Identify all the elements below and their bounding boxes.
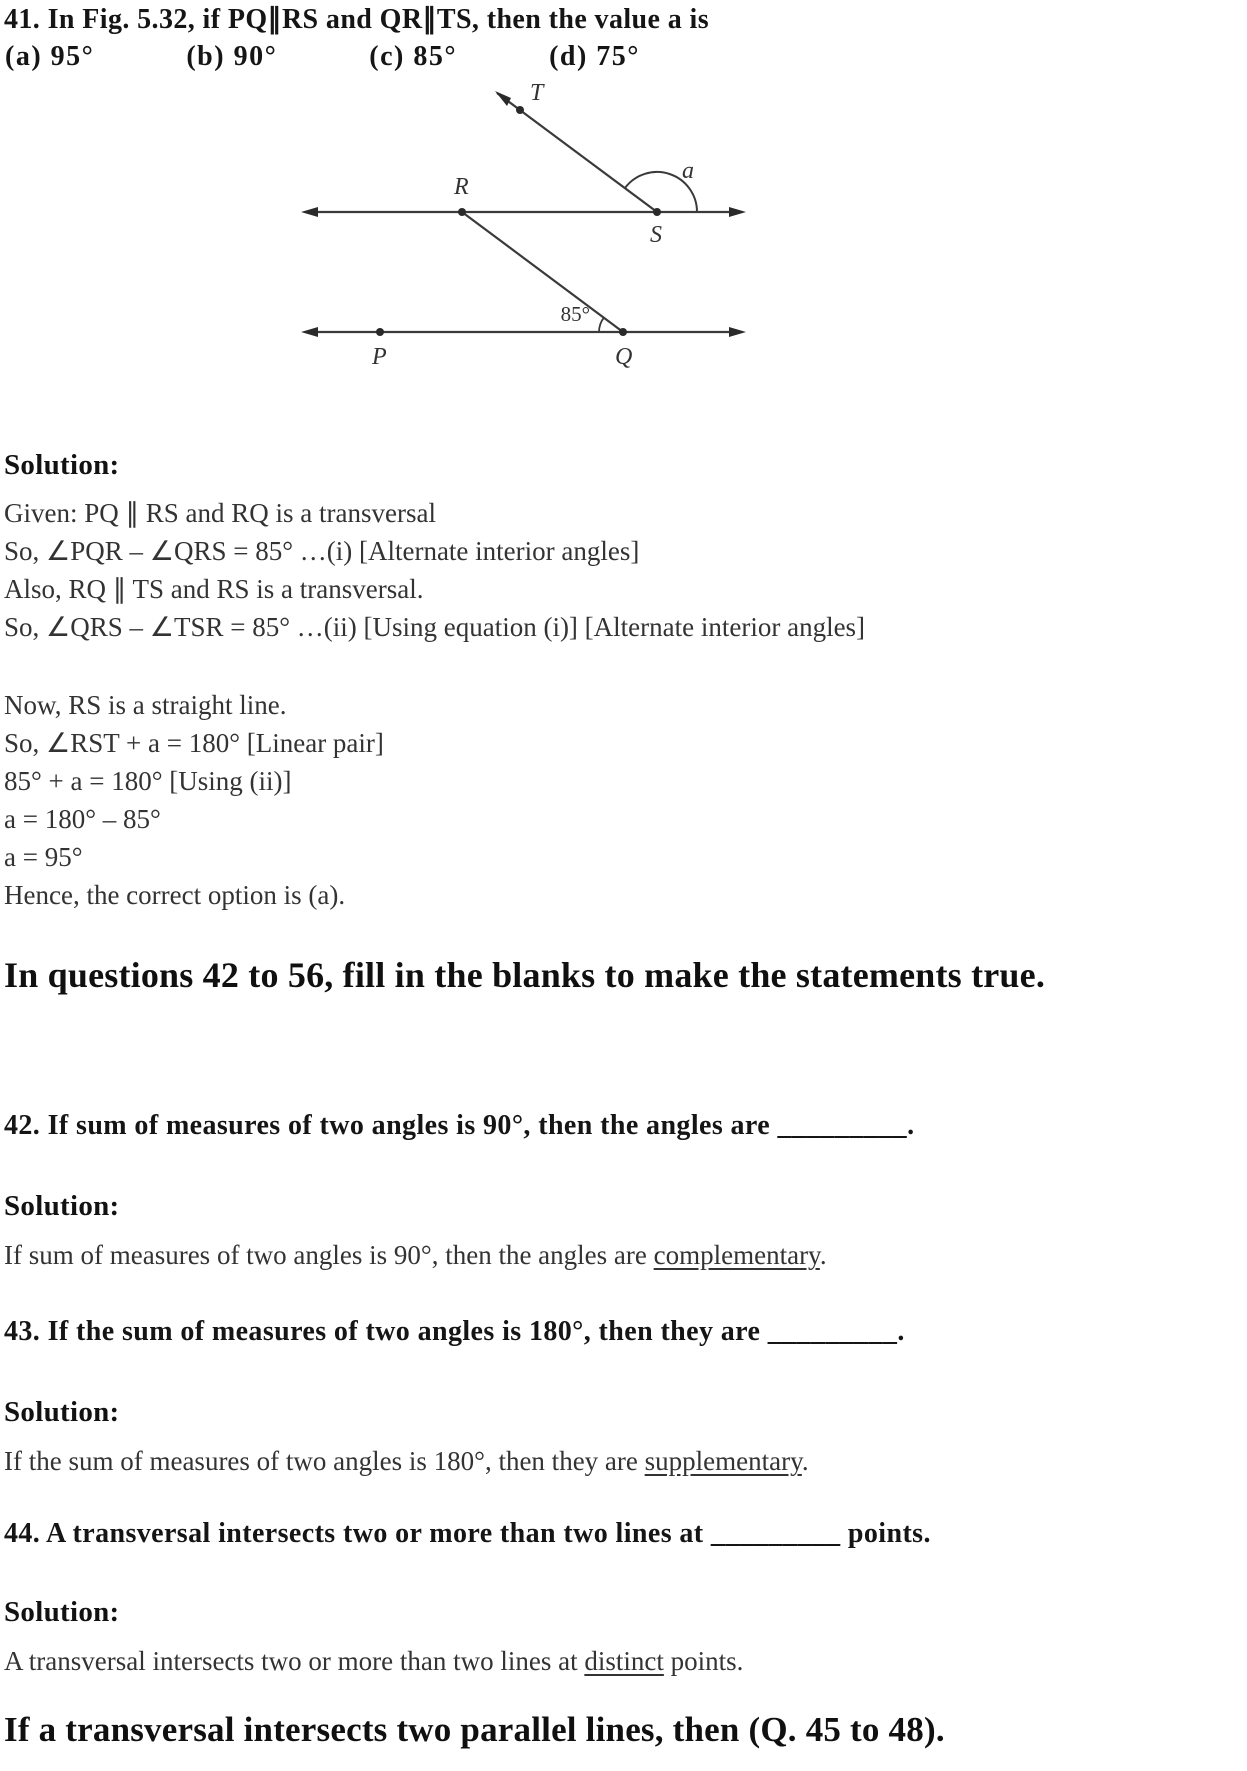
answer-prefix: If sum of measures of two angles is 90°, then the angles are bbox=[4, 1240, 654, 1270]
option-d: (d) 75° bbox=[549, 41, 640, 72]
point-r-dot bbox=[458, 208, 466, 216]
solution-43-answer bbox=[4, 1442, 809, 1480]
solution-41-heading: Solution: bbox=[4, 449, 120, 481]
figure-5-32 bbox=[258, 78, 758, 378]
question-41-options bbox=[5, 41, 640, 73]
solution-42-heading: Solution: bbox=[4, 1190, 120, 1222]
arrow-right-rs bbox=[729, 207, 746, 217]
answer-suffix: . bbox=[801, 1446, 809, 1476]
solution-44-heading: Solution: bbox=[4, 1596, 120, 1628]
solution-41-part1 bbox=[4, 494, 865, 646]
option-a: (a) 95° bbox=[5, 41, 95, 72]
line-rq bbox=[462, 212, 623, 332]
solution-line: So, ∠PQR – ∠QRS = 85° …(i) [Alternate interior angles] bbox=[4, 536, 640, 566]
question-42-title: 42. If sum of measures of two angles is 90°, then the angles are _________. bbox=[4, 1110, 915, 1141]
solution-42-answer bbox=[4, 1236, 827, 1274]
solution-line: a = 180° – 85° bbox=[4, 804, 161, 834]
label-angle-a: a bbox=[682, 158, 694, 184]
question-41-title: 41. In Fig. 5.32, if PQ∥RS and QR∥TS, then the value a is bbox=[4, 4, 709, 35]
label-r: R bbox=[454, 174, 469, 200]
option-b: (b) 90° bbox=[186, 41, 278, 72]
solution-line: Now, RS is a straight line. bbox=[4, 690, 287, 720]
answer-word-distinct: distinct bbox=[584, 1646, 664, 1676]
answer-suffix: points. bbox=[663, 1646, 744, 1676]
label-s: S bbox=[650, 222, 662, 248]
solution-line: Given: PQ ∥ RS and RQ is a transversal bbox=[4, 498, 436, 528]
arrow-t-end bbox=[495, 91, 511, 106]
question-43-title: 43. If the sum of measures of two angles is 180°, then they are _________. bbox=[4, 1316, 905, 1347]
answer-prefix: A transversal intersects two or more than two lines at bbox=[4, 1646, 585, 1676]
solution-line: a = 95° bbox=[4, 842, 83, 872]
solution-43-heading: Solution: bbox=[4, 1396, 120, 1428]
solution-44-answer bbox=[4, 1642, 743, 1680]
angle-85-arc bbox=[599, 318, 604, 332]
answer-word-supplementary: supplementary bbox=[644, 1446, 802, 1476]
point-t-dot bbox=[516, 106, 524, 114]
arrow-left-pq bbox=[301, 327, 318, 337]
solution-line: So, ∠RST + a = 180° [Linear pair] bbox=[4, 728, 384, 758]
label-t: T bbox=[530, 80, 544, 106]
section-heading-42-56: In questions 42 to 56, fill in the blanks to make the statements true. bbox=[4, 955, 1046, 995]
arrow-right-pq bbox=[729, 327, 746, 337]
answer-suffix: . bbox=[819, 1240, 827, 1270]
label-p: P bbox=[372, 344, 387, 370]
point-s-dot bbox=[653, 208, 661, 216]
label-q: Q bbox=[615, 344, 633, 370]
arrow-left-rs bbox=[301, 207, 318, 217]
answer-word-complementary: complementary bbox=[653, 1240, 820, 1270]
solution-41-part2 bbox=[4, 686, 384, 914]
solution-line: Hence, the correct option is (a). bbox=[4, 880, 346, 910]
point-p-dot bbox=[376, 328, 384, 336]
answer-prefix: If the sum of measures of two angles is 180°, then they are bbox=[4, 1446, 645, 1476]
solution-line: So, ∠QRS – ∠TSR = 85° …(ii) [Using equation (i)] [Alternate interior angles] bbox=[4, 612, 866, 642]
label-angle-85: 85° bbox=[560, 302, 590, 326]
footer-section-heading: If a transversal intersects two parallel lines, then (Q. 45 to 48). bbox=[4, 1710, 945, 1749]
question-44-title: 44. A transversal intersects two or more than two lines at _________ points. bbox=[4, 1518, 931, 1549]
option-c: (c) 85° bbox=[369, 41, 458, 72]
solution-line: 85° + a = 180° [Using (ii)] bbox=[4, 766, 292, 796]
point-q-dot bbox=[619, 328, 627, 336]
solution-line: Also, RQ ∥ TS and RS is a transversal. bbox=[4, 574, 424, 604]
